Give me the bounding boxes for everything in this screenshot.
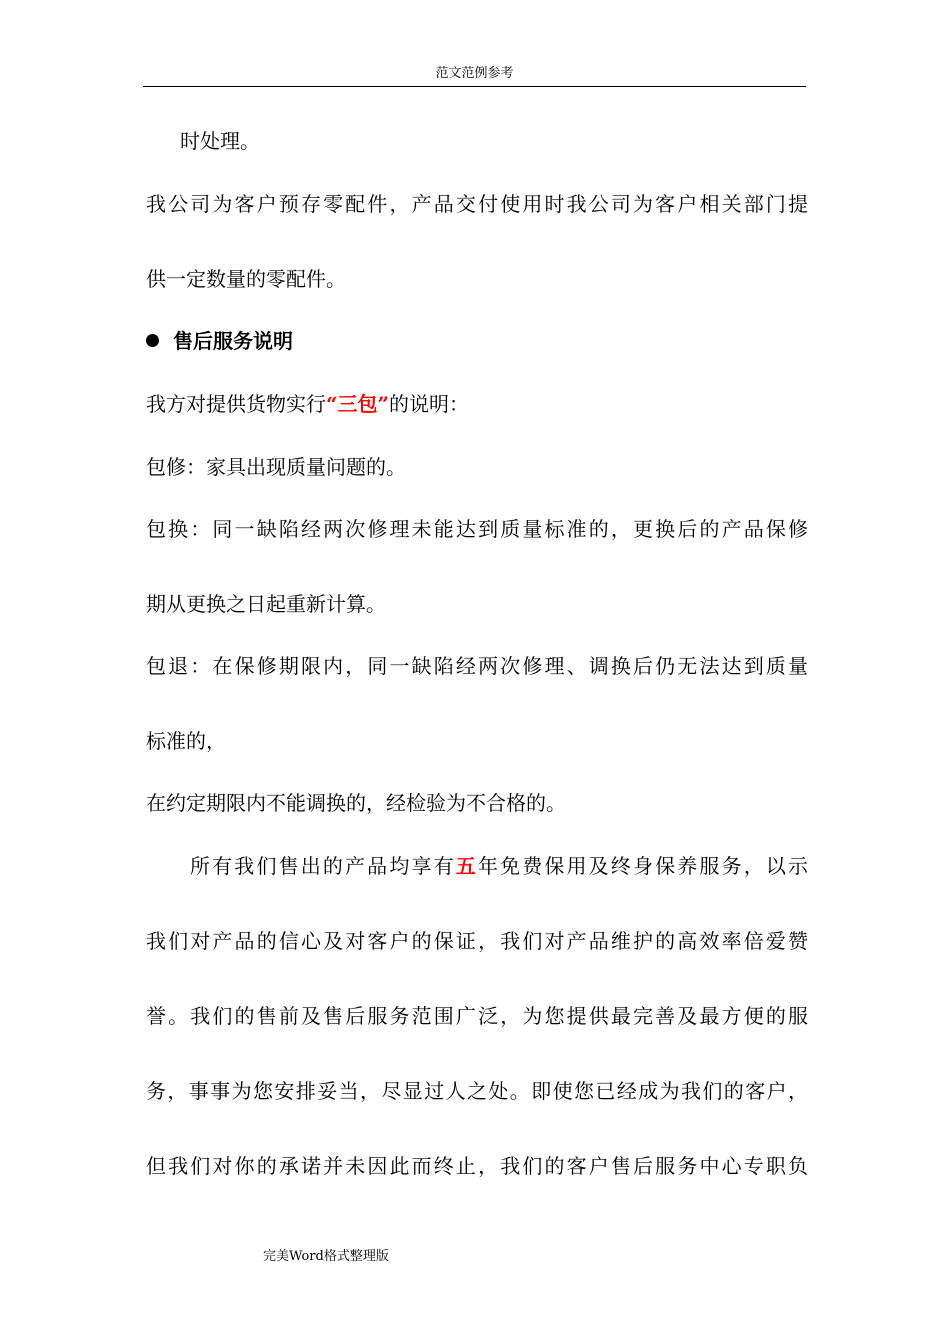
text-line-12-start: 所有我们售出的产品均享有 bbox=[190, 854, 456, 878]
text-line-2: 我公司为客户预存零配件，产品交付使用时我公司为客户相关部门提 bbox=[146, 192, 808, 216]
text-line-7: 包换：同一缺陷经两次修理未能达到质量标准的，更换后的产品保修 bbox=[146, 517, 808, 541]
bullet-icon bbox=[146, 334, 159, 347]
text-line-1: 时处理。 bbox=[180, 129, 260, 153]
text-line-12 bbox=[190, 853, 808, 879]
text-line-16: 但我们对你的承诺并未因此而终止，我们的客户售后服务中心专职负 bbox=[146, 1154, 808, 1178]
text-line-8: 期从更换之日起重新计算。 bbox=[146, 592, 386, 616]
text-line-6: 包修：家具出现质量问题的。 bbox=[146, 455, 406, 479]
page-footer: 完美Word格式整理版 bbox=[263, 1249, 389, 1264]
text-line-13: 我们对产品的信心及对客户的保证，我们对产品维护的高效率倍爱赞 bbox=[146, 929, 808, 953]
text-line-10: 标准的， bbox=[146, 729, 226, 753]
text-line-15: 务，事事为您安排妥当，尽显过人之处。即使您已经成为我们的客户， bbox=[146, 1079, 808, 1103]
highlight-five: 五 bbox=[455, 854, 478, 878]
highlight-sanbao: “三包” bbox=[326, 392, 390, 416]
text-line-5-end: 的说明： bbox=[389, 392, 470, 416]
text-line-5-start: 我方对提供货物实行 bbox=[146, 392, 326, 416]
text-line-14: 誉。我们的售前及售后服务范围广泛，为您提供最完善及最方便的服 bbox=[146, 1004, 808, 1028]
page-header: 范文范例参考 bbox=[435, 66, 514, 81]
text-line-3: 供一定数量的零配件。 bbox=[146, 267, 346, 291]
text-line-5 bbox=[146, 391, 808, 417]
text-line-11: 在约定期限内不能调换的，经检验为不合格的。 bbox=[146, 791, 566, 815]
header-divider bbox=[143, 86, 806, 87]
text-line-9: 包退：在保修期限内，同一缺陷经两次修理、调换后仍无法达到质量 bbox=[146, 654, 808, 678]
text-line-12-end: 年免费保用及终身保养服务，以示 bbox=[477, 854, 809, 878]
section-heading-label: 售后服务说明 bbox=[173, 329, 293, 353]
section-heading bbox=[146, 328, 808, 354]
